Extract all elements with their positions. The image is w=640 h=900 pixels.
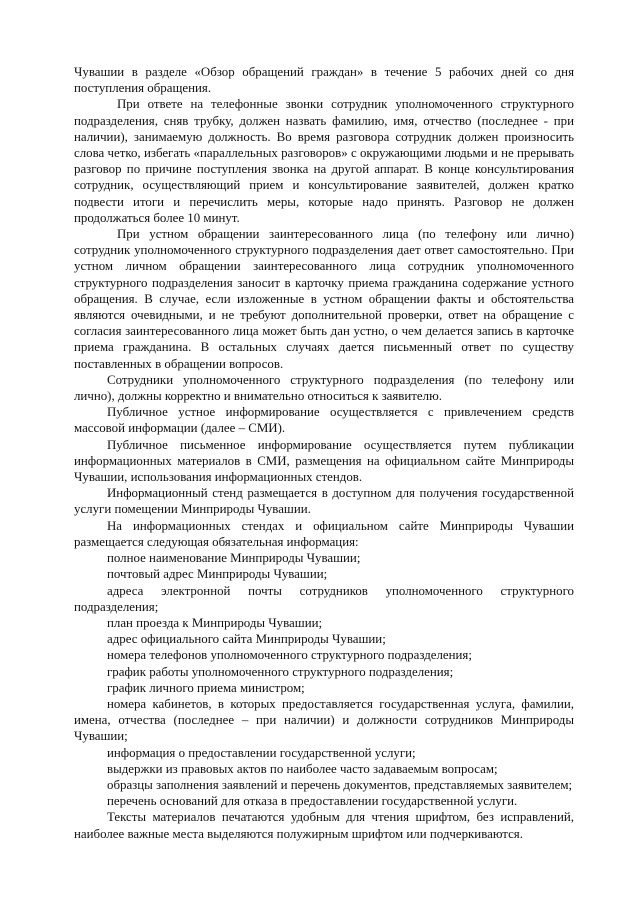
paragraph-phone-calls: При ответе на телефонные звонки сотрудник уполномоченного структурного подразделения, сняв трубку, должен назвать фамилию, имя, отчество (последнее - при наличии), занимаемую должность. Во время разговора сотрудник должен произносить слова четко, избегать «параллельных разговоров» с окружающими людьми и не прерывать разговор по причине поступления звонка на другой аппарат. В конце консультирования сотрудник, осуществляющий прием и консультирование заявителей, должен кратко подвести итоги и перечислить меры, которые надо принять. Разговор не должен продолжаться более 10 минут. (74, 97, 574, 225)
list-item: адреса электронной почты сотрудников уполномоченного структурного подразделения; (74, 583, 574, 614)
list-item: почтовый адрес Минприроды Чувашии; (107, 567, 328, 582)
list-item: выдержки из правовых актов по наиболее часто задаваемым вопросам; (107, 761, 498, 776)
paragraph-info-stand: Информационный стенд размещается в доступном для получения государственной услуги помещении Минприроды Чувашии. (74, 486, 574, 517)
document-page (74, 64, 574, 842)
paragraph-public-written: Публичное письменное информирование осуществляется путем публикации информационных материалов в СМИ, размещения на официальном сайте Минприроды Чувашии, использования информационных стендов. (74, 437, 574, 485)
paragraph-public-oral: Публичное устное информирование осуществляется с привлечением средств массовой информации (далее – СМИ). (74, 405, 574, 436)
list-item: полное наименование Минприроды Чувашии; (107, 551, 361, 566)
required-info-list (74, 550, 574, 809)
list-item: номера кабинетов, в которых предоставляется государственная услуга, фамилии, имена, отчества (последнее – при наличии) и должности сотрудников Минприроды Чувашии; (74, 696, 574, 744)
list-item: план проезда к Минприроды Чувашии; (107, 615, 323, 630)
paragraph-closing: Тексты материалов печатаются удобным для чтения шрифтом, без исправлений, наиболее важные места выделяются полужирным шрифтом или подчеркиваются. (74, 810, 574, 841)
list-item: график работы уполномоченного структурного подразделения; (107, 664, 454, 679)
list-item: информация о предоставлении государственной услуги; (107, 745, 416, 760)
paragraph-oral-request: При устном обращении заинтересованного лица (по телефону или лично) сотрудник уполномоченного структурного подразделения дает ответ самостоятельно. При устном личном обращении заинтересованного лица сотрудник уполномоченного структурного подразделения заносит в карточку приема гражданина содержание устного обращения. В случае, если изложенные в устном обращении факты и обстоятельства являются очевидными, и не требуют дополнительной проверки, ответ на обращение с согласия заинтересованного лица может быть дан устно, о чем делается запись в карточке приема гражданина. В остальных случаях дается письменный ответ по существу поставленных в обращении вопросов. (74, 227, 574, 371)
list-item: номера телефонов уполномоченного структурного подразделения; (107, 648, 472, 663)
list-item: образцы заполнения заявлений и перечень документов, представляемых заявителем; (107, 777, 573, 792)
paragraph-continuation: Чувашии в разделе «Обзор обращений граждан» в течение 5 рабочих дней со дня поступления обращения. (74, 65, 574, 96)
list-item: адрес официального сайта Минприроды Чувашии; (107, 632, 386, 647)
list-item: график личного приема министром; (107, 680, 305, 695)
paragraph-required-info: На информационных стендах и официальном сайте Минприроды Чувашии размещается следующая обязательная информация: (74, 518, 574, 549)
paragraph-staff-conduct: Сотрудники уполномоченного структурного подразделения (по телефону или лично), должны корректно и внимательно относиться к заявителю. (74, 372, 574, 404)
list-item: перечень оснований для отказа в предоставлении государственной услуги. (107, 794, 518, 809)
